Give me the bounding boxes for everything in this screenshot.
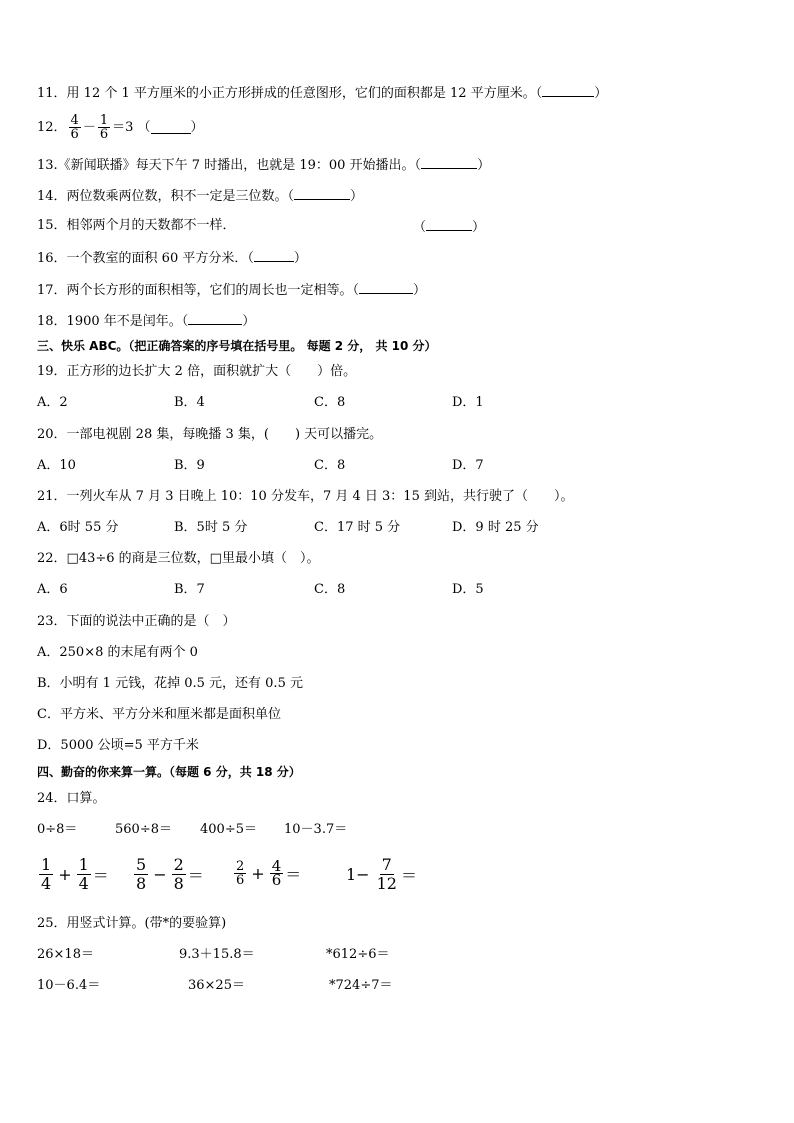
option-b[interactable]: B．9 xyxy=(174,458,205,473)
question-13: 13.《新闻联播》每天下午 7 时播出，也就是 19：00 开始播出。（ ） xyxy=(37,158,491,173)
fraction-calc-item: $\frac{2}{6}$ + $\frac{4}{6}$ ＝ xyxy=(236,857,302,889)
vertical-calc-item: *612÷6＝ xyxy=(326,947,390,962)
vertical-calc-item: 36×25＝ xyxy=(188,978,245,993)
answer-blank[interactable] xyxy=(542,84,594,97)
answer-blank[interactable] xyxy=(421,156,477,169)
question-22: 22．□43÷6 的商是三位数，□里最小填（ ）。 xyxy=(37,551,320,566)
option-c[interactable]: C．平方米、平方分米和厘米都是面积单位 xyxy=(37,707,281,722)
fraction: $\frac{4}{6}$ xyxy=(70,113,79,142)
option-d[interactable]: D．1 xyxy=(452,395,484,410)
option-a[interactable]: A．10 xyxy=(37,458,76,473)
option-d[interactable]: D．9 时 25 分 xyxy=(452,520,539,535)
question-25: 25．用竖式计算。(带*的要验算) xyxy=(37,916,227,931)
oral-calc-item: 400÷5＝ xyxy=(200,822,257,837)
answer-blank[interactable] xyxy=(294,187,350,200)
fraction-calc-item: 1− $\frac{7}{12}$ ＝ xyxy=(346,855,417,893)
answer-blank[interactable] xyxy=(359,281,413,294)
question-20: 20．一部电视剧 28 集，每晚播 3 集，( ) 天可以播完。 xyxy=(37,427,383,442)
option-d[interactable]: D．5000 公顷=5 平方千米 xyxy=(37,738,199,753)
answer-blank[interactable] xyxy=(426,218,472,231)
question-11: 11．用 12 个 1 平方厘米的小正方形拼成的任意图形，它们的面积都是 12 平方厘米。（ ） xyxy=(37,86,608,101)
fraction-calc-item: $\frac{5}{8}$ − $\frac{2}{8}$ ＝ xyxy=(136,855,204,893)
section-3-heading: 三、快乐 ABC。（把正确答案的序号填在括号里。 每题 2 分， 共 10 分） xyxy=(37,339,437,353)
option-a[interactable]: A．6 xyxy=(37,582,68,597)
answer-blank[interactable] xyxy=(151,121,191,134)
oral-calc-item: 0÷8＝ xyxy=(37,822,78,837)
option-b[interactable]: B．5时 5 分 xyxy=(174,520,248,535)
option-b[interactable]: B．4 xyxy=(174,395,205,410)
oral-calc-item: 560÷8＝ xyxy=(115,822,172,837)
fraction: $\frac{1}{6}$ xyxy=(99,113,109,142)
question-15: 15．相邻两个月的天数都不一样． xyxy=(37,218,236,233)
question-21: 21．一列火车从 7 月 3 日晚上 10：10 分发车，7 月 4 日 3：15 到站，共行驶了（ ）。 xyxy=(37,489,574,504)
option-a[interactable]: A．250×8 的末尾有两个 0 xyxy=(37,645,198,660)
vertical-calc-item: 9.3＋15.8＝ xyxy=(179,947,255,962)
question-19: 19．正方形的边长扩大 2 倍，面积就扩大（ ）倍。 xyxy=(37,364,357,379)
vertical-calc-item: 10－6.4＝ xyxy=(37,978,101,993)
option-d[interactable]: D．5 xyxy=(452,582,484,597)
option-c[interactable]: C．17 时 5 分 xyxy=(314,520,401,535)
question-14: 14．两位数乘两位数，积不一定是三位数。（ ） xyxy=(37,189,364,204)
question-16: 16．一个教室的面积 60 平方分米．（ ） xyxy=(37,251,307,266)
answer-blank[interactable] xyxy=(188,312,242,325)
option-a[interactable]: A．6时 55 分 xyxy=(37,520,119,535)
question-24: 24．口算。 xyxy=(37,791,106,806)
question-18: 18．1900 年不是闰年。（ ） xyxy=(37,314,256,329)
question-12: 12． $\frac{4}{6}$ － $\frac{1}{6}$ ＝3 （ ） xyxy=(37,113,204,142)
question-23: 23．下面的说法中正确的是（ ） xyxy=(37,614,236,629)
vertical-calc-item: *724÷7＝ xyxy=(329,978,393,993)
option-b[interactable]: B．小明有 1 元钱，花掉 0.5 元，还有 0.5 元 xyxy=(37,676,303,691)
question-17: 17．两个长方形的面积相等，它们的周长也一定相等。（ ） xyxy=(37,283,427,298)
question-15-answer: （ ） xyxy=(413,220,486,235)
vertical-calc-item: 26×18＝ xyxy=(37,947,94,962)
section-4-heading: 四、勤奋的你来算一算。（每题 6 分，共 18 分） xyxy=(37,765,301,779)
option-c[interactable]: C．8 xyxy=(314,582,346,597)
option-b[interactable]: B．7 xyxy=(174,582,205,597)
option-c[interactable]: C．8 xyxy=(314,395,346,410)
option-d[interactable]: D．7 xyxy=(452,458,484,473)
fraction-calc-item: $\frac{1}{4}$ + $\frac{1}{4}$ ＝ xyxy=(41,855,109,893)
option-a[interactable]: A．2 xyxy=(37,395,68,410)
option-c[interactable]: C．8 xyxy=(314,458,346,473)
oral-calc-item: 10－3.7＝ xyxy=(284,822,348,837)
answer-blank[interactable] xyxy=(254,249,294,262)
